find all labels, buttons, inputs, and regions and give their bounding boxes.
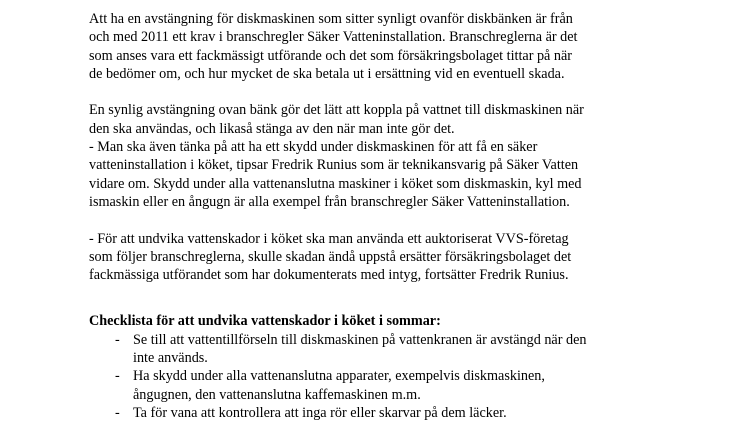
text-line: den ska användas, och likaså stänga av den när man inte gör det. — [89, 120, 455, 137]
list-item — [89, 404, 689, 422]
text-line: ismaskin eller en ångugn är alla exempel från branschregler Säker Vatteninstallation. — [89, 193, 570, 210]
text-line: de bedömer om, och hur mycket de ska betala ut i ersättning vid en eventuell skada. — [89, 65, 565, 82]
text-line: och med 2011 ett krav i branschregler Säker Vatteninstallation. Branschreglerna är det — [89, 29, 578, 46]
checklist — [89, 331, 689, 422]
text-line: fackmässiga utförandet som har dokumenterats med intyg, fortsätter Fredrik Runius. — [89, 267, 569, 284]
text-line: - Man ska även tänka på att ha ett skydd under diskmaskinen för att få en säker — [89, 139, 538, 156]
paragraph-vvs — [89, 230, 689, 285]
section-spacer — [89, 284, 689, 312]
list-item-line: ångugnen, den vattenanslutna kaffemaskinen m.m. — [133, 386, 421, 403]
document-page — [89, 10, 689, 422]
paragraph-shutoff — [89, 101, 689, 211]
text-line: som följer branschreglerna, skulle skadan ändå uppstå ersätter försäkringsbolaget det — [89, 248, 572, 265]
bullet-dash: - — [115, 404, 120, 421]
list-item-line: Ha skydd under alla vattenanslutna apparater, exempelvis diskmaskinen, — [133, 368, 545, 385]
text-line: En synlig avstängning ovan bänk gör det lätt att koppla på vattnet till diskmaskinen när — [89, 102, 584, 119]
paragraph-spacer — [89, 83, 689, 101]
text-line: som anses vara ett fackmässigt utförande och det som försäkringsbolaget tittar på när — [89, 47, 573, 64]
checklist-heading: Checklista för att undvika vattenskador i köket i sommar: — [89, 313, 441, 330]
paragraph-spacer — [89, 211, 689, 229]
list-item-line: Ta för vana att kontrollera att inga rör eller skarvar på dem läcker. — [133, 404, 507, 421]
bullet-dash: - — [115, 331, 120, 348]
list-item — [89, 331, 689, 368]
text-line: vidare om. Skydd under alla vattenanslutna maskiner i köket som diskmaskin, kyl med — [89, 175, 582, 192]
text-line: Att ha en avstängning för diskmaskinen som sitter synligt ovanför diskbänken är från — [89, 11, 573, 27]
text-line: vatteninstallation i köket, tipsar Fredrik Runius som är teknikansvarig på Säker Vatten — [89, 157, 579, 174]
list-item-line: inte används. — [133, 350, 208, 367]
paragraph-intro — [89, 10, 689, 83]
list-item-line: Se till att vattentillförseln till diskmaskinen på vattenkranen är avstängd när den — [133, 331, 587, 348]
list-item — [89, 367, 689, 404]
bullet-dash: - — [115, 368, 120, 385]
text-line: - För att undvika vattenskador i köket ska man använda ett auktoriserat VVS-företag — [89, 230, 569, 247]
